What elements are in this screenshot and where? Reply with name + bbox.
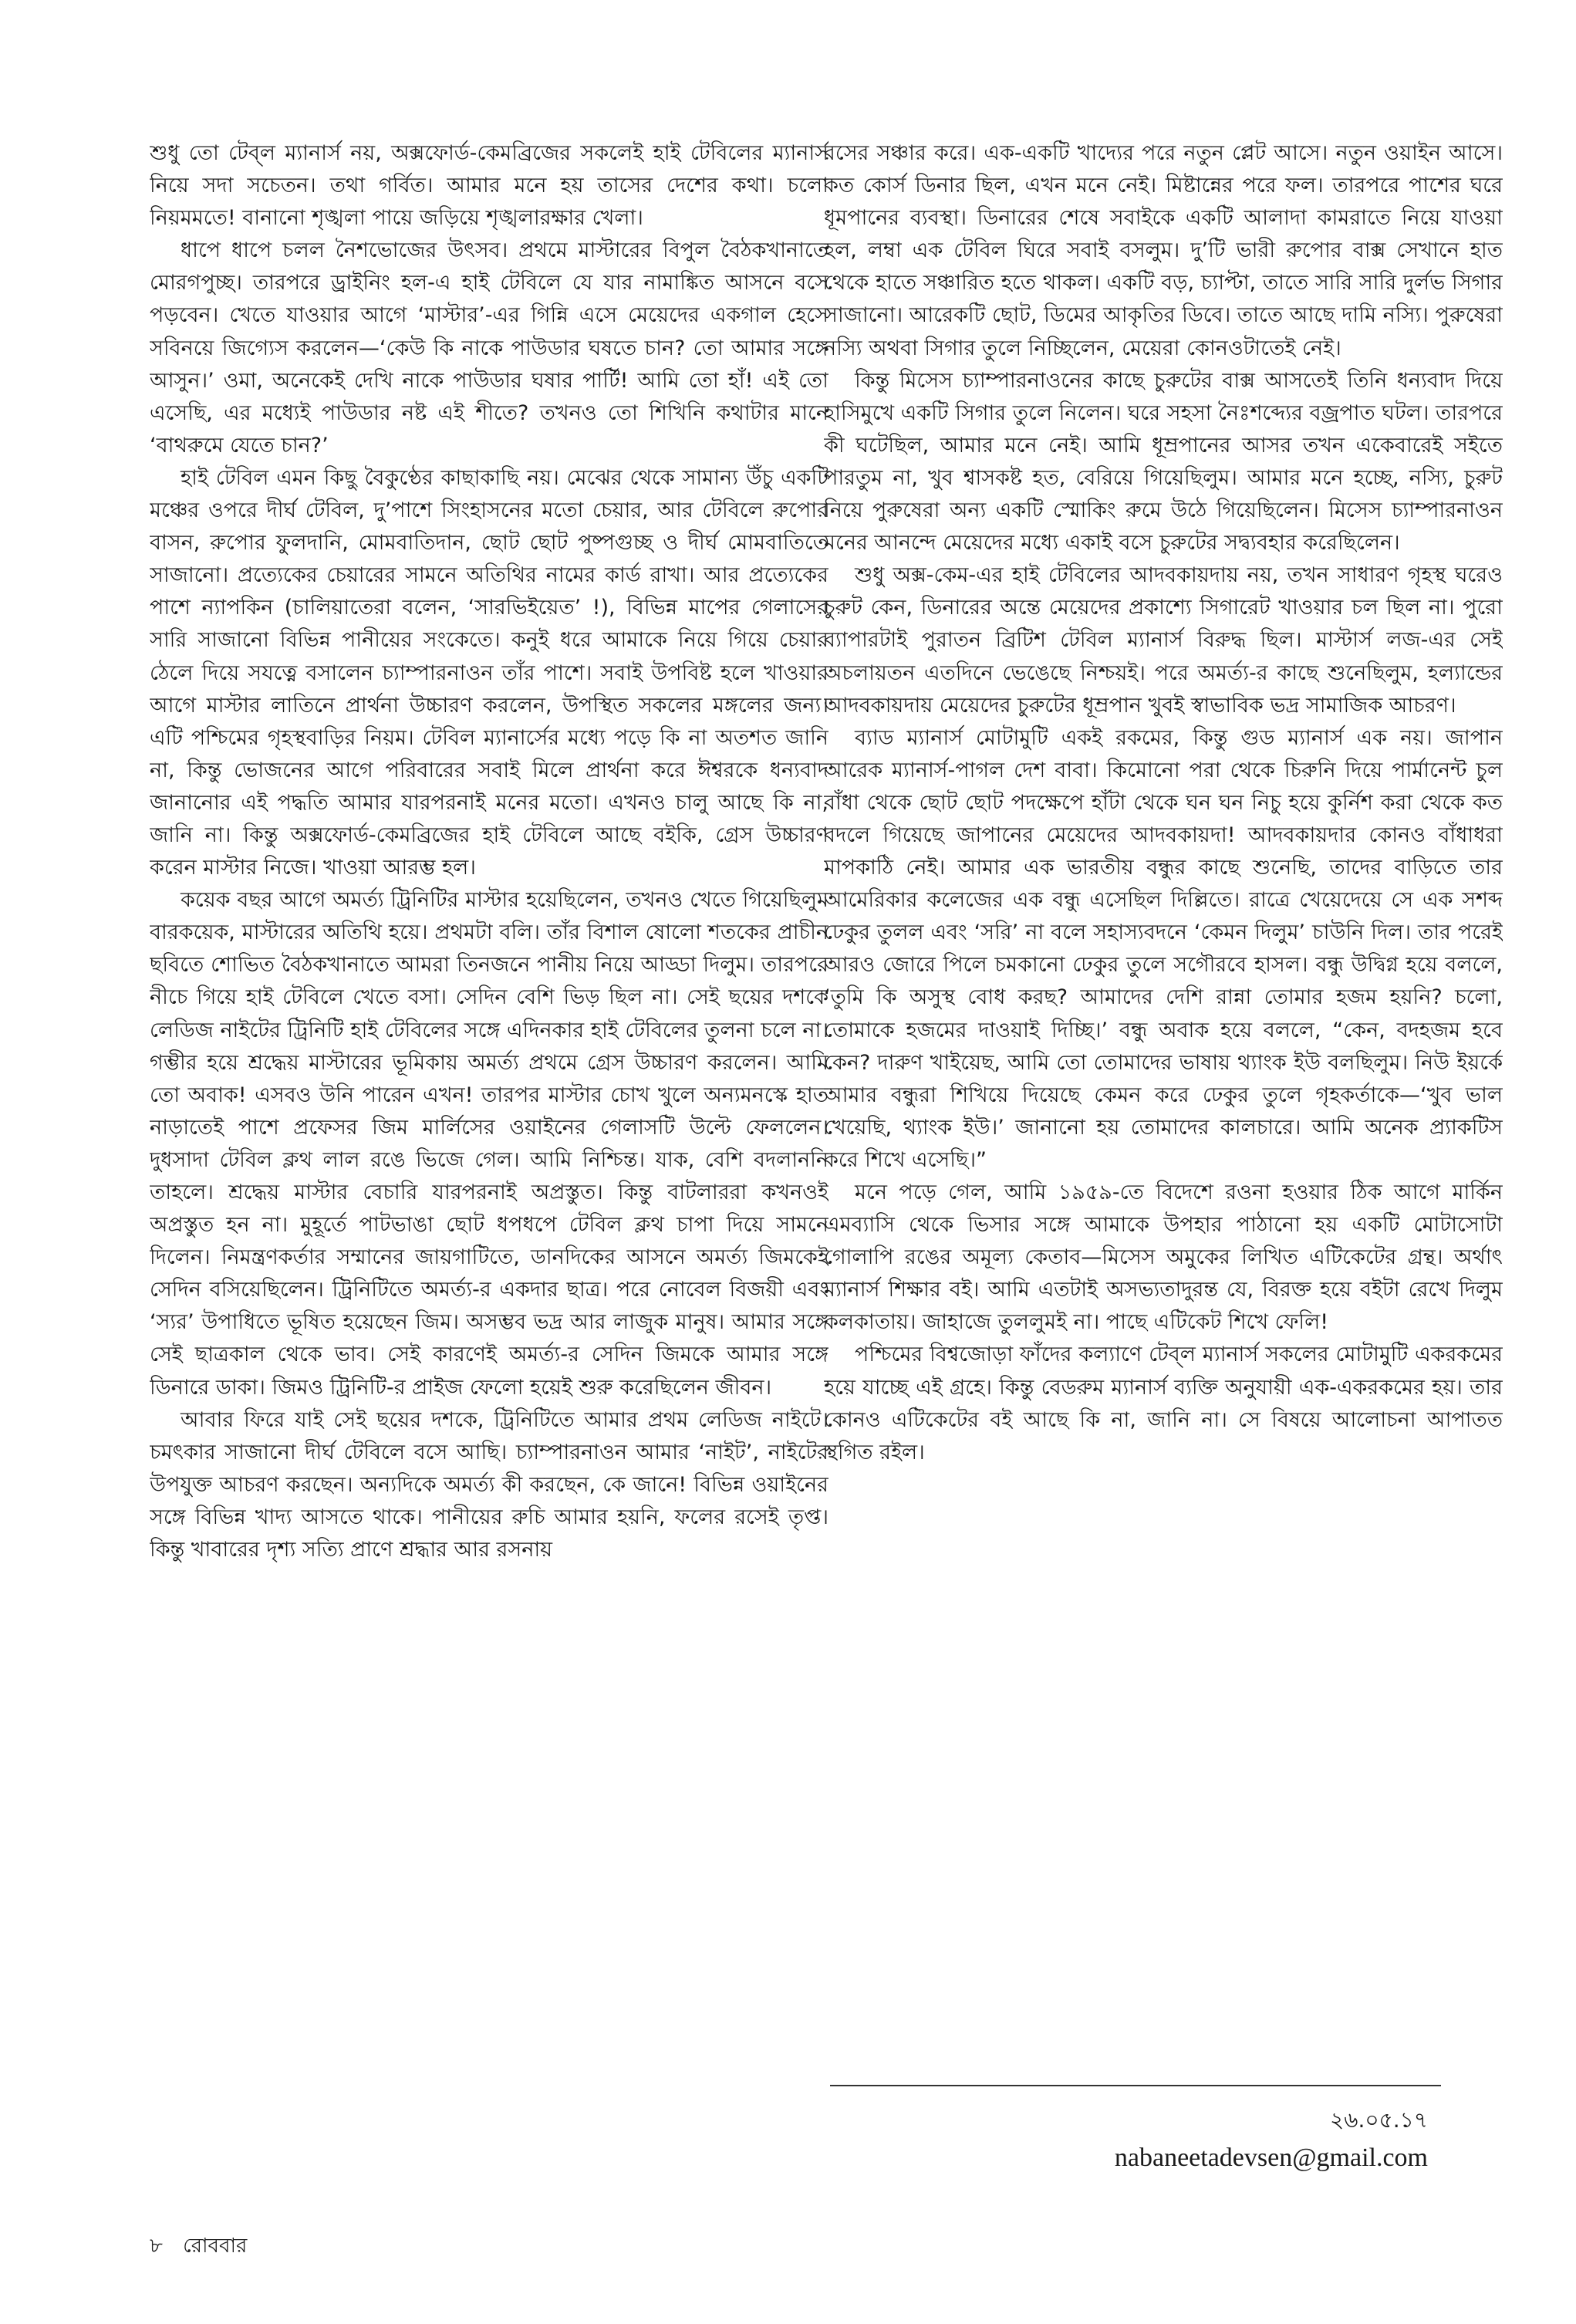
paragraph: কয়েক বছর আগে অমর্ত্য ট্রিনিটির মাস্টার হয়েছিলেন, তখনও খেতে গিয়েছিলুম বারকয়েক, মাস্টারের অতিথি হয়ে। প্রথমটা বলি। তাঁর বিশাল ষোলো শতকের প্রাচীন ছবিতে শোভিত বৈঠকখানাতে আমরা তিনজনে পানীয় নিয়ে আড্ডা দিলুম। তারপরে নীচে গিয়ে হাই টেবিলে খেতে বসা। সেদিন বেশি ভিড় ছিল না। সেই ছয়ের দশকে লেডিজ নাইটের ট্রিনিটি হাই টেবিলের সঙ্গে এদিনকার হাই টেবিলের তুলনা চলে না। গম্ভীর হয়ে শ্রদ্ধেয় মাস্টারের ভূমিকায় অমর্ত্য প্রথমে গ্রেস উচ্চারণ করলেন। আমি তো অবাক! এসবও উনি পারেন এখন! তারপর মাস্টার চোখ খুলে অন্যমনস্কে হাত নাড়াতেই পাশে প্রফেসর জিম মার্লিসের ওয়াইনের গেলাসটি উল্টে ফেললেন। দুধসাদা টেবিল ক্লথ লাল রঙে ভিজে গেল। আমি নিশ্চিন্ত। যাক, বেশি বদলাননি তাহলে। শ্রদ্ধেয় মাস্টার বেচারি যারপরনাই অপ্রস্তুত। কিন্তু বাটলাররা কখনওই অপ্রস্তুত হন না। মুহূর্তে পাটভাঙা ছোট ধপধপে টেবিল ক্লথ চাপা দিয়ে সামনে দিলেন। নিমন্ত্রণকর্তার সম্মানের জায়গাটিতে, ডানদিকের আসনে অমর্ত্য জিমকেই সেদিন বসিয়েছিলেন। ট্রিনিটিতে অমর্ত্য-র একদার ছাত্র। পরে নোবেল বিজয়ী এবং ‘স্যর’ উপাধিতে ভূষিত হয়েছেন জিম। অসম্ভব ভদ্র আর লাজুক মানুষ। আমার সঙ্গে সেই ছাত্রকাল থেকে ভাব। সেই কারণেই অমর্ত্য-র সেদিন জিমকে আমার সঙ্গে ডিনারে ডাকা। জিমও ট্রিনিটি-র প্রাইজ ফেলো হয়েই শুরু করেছিলেন জীবন।	[150, 888, 828, 1400]
page-number: ৮	[150, 2234, 163, 2258]
signoff-divider	[830, 2085, 1441, 2086]
paragraph: হাই টেবিল এমন কিছু বৈকুণ্ঠের কাছাকাছি নয়। মেঝের থেকে সামান্য উঁচু একটি মঞ্চের ওপরে দীর্ঘ টেবিল, দু’পাশে সিংহাসনের মতো চেয়ার, আর টেবিলে রুপোর বাসন, রুপোর ফুলদানি, মোমবাতিদান, ছোট ছোট পুষ্পগুচ্ছ ও দীর্ঘ মোমবাতিতে সাজানো। প্রত্যেকের চেয়ারের সামনে অতিথির নামের কার্ড রাখা। আর প্রত্যেকের পাশে ন্যাপকিন (চালিয়াতেরা বলেন, ‘সারভিইয়েত’ !), বিভিন্ন মাপের গেলাসের সারি সাজানো বিভিন্ন পানীয়ের সংকেতে। কনুই ধরে আমাকে নিয়ে গিয়ে চেয়ার ঠেলে দিয়ে সযত্নে বসালেন চ্যাম্পারনাওন তাঁর পাশে। সবাই উপবিষ্ট হলে খাওয়ার আগে মাস্টার লাতিনে প্রার্থনা উচ্চারণ করলেন, উপস্থিত সকলের মঙ্গলের জন্য। এটি পশ্চিমের গৃহস্থবাড়ির নিয়ম। টেবিল ম্যানার্সের মধ্যে পড়ে কি না অতশত জানি না, কিন্তু ভোজনের আগে পরিবারের সবাই মিলে প্রার্থনা করে ঈশ্বরকে ধন্যবাদ জানানোর এই পদ্ধতি আমার যারপরনাই মনের মতো। এখনও চালু আছে কি না, জানি না। কিন্তু অক্সফোর্ড-কেমব্রিজের হাই টেবিলে আছে বইকি, গ্রেস উচ্চারণ করেন মাস্টার নিজে। খাওয়া আরম্ভ হল।	[150, 465, 828, 880]
paragraph: কিন্তু মিসেস চ্যাম্পারনাওনের কাছে চুরুটের বাক্স আসতেই তিনি ধন্যবাদ দিয়ে হাসিমুখে একটি সিগার তুলে নিলেন। ঘরে সহসা নৈঃশব্দ্যের বজ্রপাত ঘটল। তারপরে কী ঘটেছিল, আমার মনে নেই। আমি ধূম্রপানের আসর তখন একেবারেই সইতে পারতুম না, খুব শ্বাসকষ্ট হত, বেরিয়ে গিয়েছিলুম। আমার মনে হচ্ছে, নস্যি, চুরুট নিয়ে পুরুষেরা অন্য একটি স্মোকিং রুমে উঠে গিয়েছিলেন। মিসেস চ্যাম্পারনাওন মনের আনন্দে মেয়েদের মধ্যে একাই বসে চুরুটের সদ্ব্যবহার করেছিলেন।	[824, 368, 1503, 556]
left-column	[150, 137, 828, 2159]
author-email: nabaneetadevsen@gmail.com	[1114, 2143, 1428, 2172]
paragraph: ব্যাড ম্যানার্স মোটামুটি একই রকমের, কিন্তু গুড ম্যানার্স এক নয়। জাপান আরেক ম্যানার্স-পাগল দেশ বাবা। কিমোনো পরা থেকে চিরুনি দিয়ে পার্মানেন্ট চুল বাঁধা থেকে ছোট ছোট পদক্ষেপে হাঁটা থেকে ঘন ঘন নিচু হয়ে কুর্নিশ করা থেকে কত বদলে গিয়েছে জাপানের মেয়েদের আদবকায়দা! আদবকায়দার কোনও বাঁধাধরা মাপকাঠি নেই। আমার এক ভারতীয় বন্ধুর কাছে শুনেছি, তাদের বাড়িতে তার আমেরিকার কলেজের এক বন্ধু এসেছিল দিল্লিতে। রাত্রে খেয়েদেয়ে সে এক সশব্দ ঢেকুর তুলল এবং ‘সরি’ না বলে সহাস্যবদনে ‘কেমন দিলুম’ চাউনি দিল। তার পরেই আরও জোরে পিলে চমকানো ঢেকুর তুলে সগৌরবে হাসল। বন্ধু উদ্বিগ্ন হয়ে বললে, ‘তুমি কি অসুস্থ বোধ করছ? আমাদের দেশি রান্না তোমার হজম হয়নি? চলো, তোমাকে হজমের দাওয়াই দিচ্ছি।’ বন্ধু অবাক হয়ে বললে, “কেন, বদহজম হবে কেন? দারুণ খাইয়েছ, আমি তো তোমাদের ভাষায় থ্যাংক ইউ বলছিলুম। নিউ ইয়র্কে আমার বন্ধুরা শিখিয়ে দিয়েছে কেমন করে ঢেকুর তুলে গৃহকর্তাকে—‘খুব ভাল খেয়েছি, থ্যাংক ইউ।’ জানানো হয় তোমাদের কালচারে। আমি অনেক প্র্যাকটিস করে শিখে এসেছি।”	[824, 725, 1503, 1172]
paragraph: ধাপে ধাপে চলল নৈশভোজের উৎসব। প্রথমে মাস্টারের বিপুল বৈঠকখানাতে মোরগপুচ্ছ। তারপরে ড্রাইনিং হল-এ হাই টেবিলে যে যার নামাঙ্কিত আসনে বসে পড়বেন। খেতে যাওয়ার আগে ‘মাস্টার’-এর গিন্নি এসে মেয়েদের একগাল হেসে সবিনয়ে জিগ্যেস করলেন—‘কেউ কি নাকে পাউডার ঘষতে চান? তো আমার সঙ্গে আসুন।’ ওমা, অনেকেই দেখি নাকে পাউডার ঘষার পার্টি! আমি তো হাঁ! এই তো এসেছি, এর মধ্যেই পাউডার নষ্ট এই শীতে? তখনও তো শিখিনি কথাটার মানে ‘বাথরুমে যেতে চান?’	[150, 238, 828, 458]
paragraph: শুধু অক্স-কেম-এর হাই টেবিলের আদবকায়দায় নয়, তখন সাধারণ গৃহস্থ ঘরেও চুরুট কেন, ডিনারের অন্তে মেয়েদের প্রকাশ্যে সিগারেট খাওয়ার চল ছিল না। পুরো ব্যাপারটাই পুরাতন ব্রিটিশ টেবিল ম্যানার্স বিরুদ্ধ ছিল। মাস্টার্স লজ-এর সেই অচলায়তন এতদিনে ভেঙেছে নিশ্চয়ই। পরে অমর্ত্য-র কাছে শুনেছিলুম, হল্যান্ডের আদবকায়দায় মেয়েদের চুরুটের ধূম্রপান খুবই স্বাভাবিক ভদ্র সামাজিক আচরণ।	[824, 563, 1503, 718]
section-name: রোববার	[183, 2234, 248, 2258]
paragraph: শুধু তো টেব্‌ল ম্যানার্স নয়, অক্সফোর্ড-কেমব্রিজের সকলেই হাই টেবিলের ম্যানার্স নিয়ে সদা সচেতন। তথা গর্বিত। আমার মনে হয় তাসের দেশের কথা। চলো নিয়মমতে! বানানো শৃঙ্খলা পায়ে জড়িয়ে শৃঙ্খলারক্ষার খেলা।	[150, 141, 828, 231]
page-footer	[150, 2230, 247, 2264]
right-column	[824, 137, 1503, 2159]
paragraph: আবার ফিরে যাই সেই ছয়ের দশকে, ট্রিনিটিতে আমার প্রথম লেডিজ নাইটে। চমৎকার সাজানো দীর্ঘ টেবিলে বসে আছি। চ্যাম্পারনাওন আমার ‘নাইট’, নাইটের উপযুক্ত আচরণ করছেন। অন্যদিকে অমর্ত্য কী করছেন, কে জানে! বিভিন্ন ওয়াইনের সঙ্গে বিভিন্ন খাদ্য আসতে থাকে। পানীয়ের রুচি আমার হয়নি, ফলের রসেই তৃপ্ত। কিন্তু খাবারের দৃশ্য সত্যি প্রাণে শ্রদ্ধার আর রসনায়	[150, 1407, 828, 1562]
paragraph: রসের সঞ্চার করে। এক-একটি খাদ্যের পরে নতুন প্লেট আসে। নতুন ওয়াইন আসে। কত কোর্স ডিনার ছিল, এখন মনে নেই। মিষ্টান্নের পরে ফল। তারপরে পাশের ঘরে ধূমপানের ব্যবস্থা। ডিনারের শেষে সবাইকে একটি আলাদা কামরাতে নিয়ে যাওয়া হল, লম্বা এক টেবিল ঘিরে সবাই বসলুম। দু’টি ভারী রুপোর বাক্স সেখানে হাত থেকে হাতে সঞ্চারিত হতে থাকল। একটি বড়, চ্যাপ্টা, তাতে সারি সারি দুর্লভ সিগার সাজানো। আরেকটি ছোট, ডিমের আকৃতির ডিবে। তাতে আছে দামি নস্যি। পুরুষেরা নস্যি অথবা সিগার তুলে নিচ্ছিলেন, মেয়েরা কোনওটাতেই নেই।	[824, 141, 1503, 360]
paragraph: পশ্চিমের বিশ্বজোড়া ফাঁদের কল্যাণে টেব্‌ল ম্যানার্স সকলের মোটামুটি একরকমের হয়ে যাচ্ছে এই গ্রহে। কিন্তু বেডরুম ম্যানার্স ব্যক্তি অনুযায়ী এক-একরকমের হয়। তার কোনও এটিকেটের বই আছে কি না, জানি না। সে বিষয়ে আলোচনা আপাতত স্থগিত রইল।	[824, 1343, 1503, 1464]
signoff-date: ২৬.০৫.১৭	[1330, 2107, 1428, 2133]
paragraph: মনে পড়ে গেল, আমি ১৯৫৯-তে বিদেশে রওনা হওয়ার ঠিক আগে মার্কিন এমব্যাসি থেকে ভিসার সঙ্গে আমাকে উপহার পাঠানো হয় একটি মোটাসোটা গোলাপি রঙের অমূল্য কেতাব—মিসেস অমুকের লিখিত এটিকেটের গ্রন্থ। অর্থাৎ ম্যানার্স শিক্ষার বই। আমি এতটাই অসভ্যতাদুরন্ত যে, বিরক্ত হয়ে বইটা রেখে দিলুম কলকাতায়। জাহাজে তুললুমই না। পাছে এটিকেট শিখে ফেলি!	[824, 1181, 1503, 1335]
